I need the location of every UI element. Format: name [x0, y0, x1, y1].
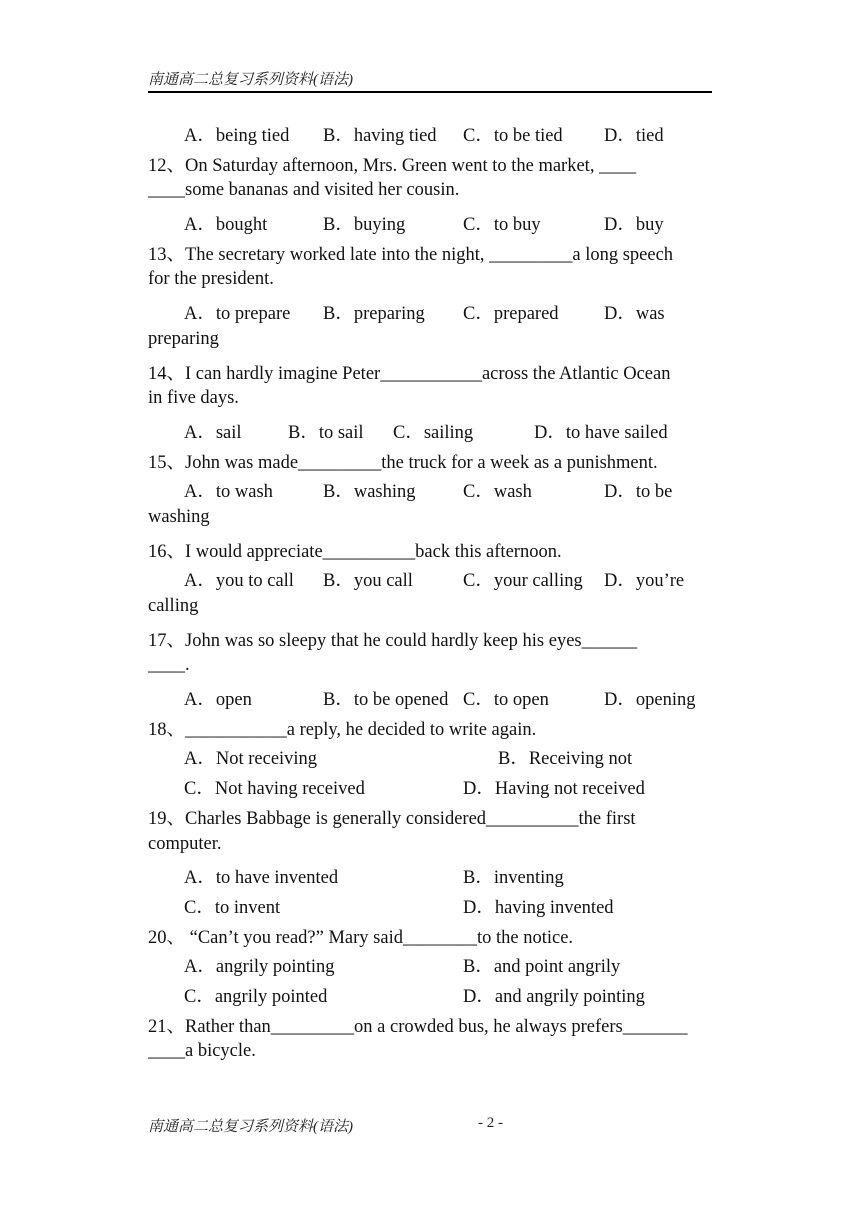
- q20-options-row-2: [148, 982, 714, 1012]
- q12-stem-line-2: ____some bananas and visited her cousin.: [148, 180, 460, 201]
- q19-stem-line-1: 19、Charles Babbage is generally considered__________the first: [148, 808, 636, 829]
- q18-options-row-1: [148, 744, 714, 774]
- q19-option-d: D．having invented: [463, 897, 614, 918]
- q17-option-b: B．to be opened: [323, 690, 449, 711]
- q17-option-c: C．to open: [463, 690, 549, 711]
- q16-option-d-wrap: calling: [148, 596, 199, 616]
- q17-stem-line-1: 17、John was so sleepy that he could hardly keep his eyes______: [148, 630, 638, 651]
- q13-option-c: C．prepared: [463, 304, 559, 325]
- q19-options-row-2: [148, 893, 714, 923]
- q20-options-row-1: [148, 952, 714, 982]
- q18-option-d: D．Having not received: [463, 779, 645, 800]
- q21-stem-line-1: 21、Rather than_________on a crowded bus, he always prefers_______: [148, 1016, 688, 1037]
- q17-options: [148, 685, 714, 715]
- q13-options: [148, 299, 714, 329]
- q21-stem-line-2: ____a bicycle.: [148, 1041, 256, 1062]
- q13-option-d-wrap: preparing: [148, 328, 219, 349]
- q20-option-c: C．angrily pointed: [184, 986, 328, 1007]
- q19-options-row-1: [148, 863, 714, 893]
- q14-option-b: B．to sail: [288, 422, 364, 443]
- q19-stem-line-2: computer.: [148, 833, 222, 854]
- q16-option-a: A．you to call: [184, 571, 294, 592]
- q18-option-a: A．Not receiving: [184, 749, 318, 770]
- q12-stem-line-1: 12、On Saturday afternoon, Mrs. Green went to the market, ____: [148, 155, 637, 176]
- q19-option-c: C．to invent: [184, 897, 281, 918]
- q16-option-b: B．you call: [323, 571, 413, 592]
- q18-stem-line-1: 18、___________a reply, he decided to write again.: [148, 719, 537, 740]
- q16-option-d: D．you’re: [604, 571, 685, 592]
- q14-option-c: C．sailing: [393, 422, 474, 443]
- q14-option-d: D．to have sailed: [534, 422, 668, 443]
- q15-option-a: A．to wash: [184, 482, 273, 503]
- q16-options: [148, 566, 714, 596]
- q14-stem-line-2: in five days.: [148, 388, 239, 409]
- q14-stem-line-1: 14、I can hardly imagine Peter___________across the Atlantic Ocean: [148, 363, 671, 384]
- q15-options: [148, 477, 714, 507]
- q18-options-row-2: [148, 774, 714, 804]
- page-footer: 南通高二总复习系列资料(语法): [148, 1119, 353, 1135]
- question-list: [148, 121, 714, 1071]
- q11-options: [148, 121, 714, 151]
- q12-option-c: C．to buy: [463, 215, 541, 236]
- header-rule: [148, 91, 712, 93]
- q11-option-c: C．to be tied: [463, 126, 563, 146]
- q12-options: [148, 210, 714, 240]
- q20-option-a: A．angrily pointing: [184, 957, 335, 978]
- q18-option-c: C．Not having received: [184, 779, 365, 800]
- q13-option-d: D．was: [604, 304, 665, 325]
- q20-option-d: D．and angrily pointing: [463, 986, 645, 1007]
- q12-option-b: B．buying: [323, 215, 406, 236]
- q19-option-b: B．inventing: [463, 868, 564, 889]
- q11-option-a: A．being tied: [184, 126, 290, 146]
- q15-option-c: C．wash: [463, 482, 532, 503]
- q14-option-a: A．sail: [184, 422, 242, 443]
- q15-option-d: D．to be: [604, 482, 673, 503]
- q14-options: [148, 418, 714, 448]
- q15-stem-line-1: 15、John was made_________the truck for a week as a punishment.: [148, 452, 658, 473]
- q18-option-b: B．Receiving not: [498, 749, 633, 770]
- q12-option-d: D．buy: [604, 215, 664, 236]
- page-header: 南通高二总复习系列资料(语法): [148, 72, 353, 88]
- q15-option-d-wrap: washing: [148, 506, 210, 527]
- q13-option-a: A．to prepare: [184, 304, 291, 325]
- q16-stem-line-1: 16、I would appreciate__________back this afternoon.: [148, 541, 562, 562]
- q13-stem-line-2: for the president.: [148, 269, 274, 290]
- page-number: - 2 -: [478, 1115, 503, 1131]
- q11-option-b: B．having tied: [323, 126, 437, 146]
- q19-option-a: A．to have invented: [184, 868, 339, 889]
- q15-option-b: B．washing: [323, 482, 416, 503]
- q13-option-b: B．preparing: [323, 304, 425, 325]
- q20-option-b: B．and point angrily: [463, 957, 621, 978]
- q11-option-d: D．tied: [604, 126, 664, 146]
- q12-option-a: A．bought: [184, 215, 268, 236]
- q13-stem-line-1: 13、The secretary worked late into the night, _________a long speech: [148, 244, 674, 265]
- q20-stem-line-1: 20、 “Can’t you read?” Mary said________to the notice.: [148, 927, 574, 948]
- q17-option-d: D．opening: [604, 690, 696, 711]
- q16-option-c: C．your calling: [463, 571, 583, 592]
- q17-stem-line-2: ____.: [148, 655, 190, 676]
- q17-option-a: A．open: [184, 690, 252, 711]
